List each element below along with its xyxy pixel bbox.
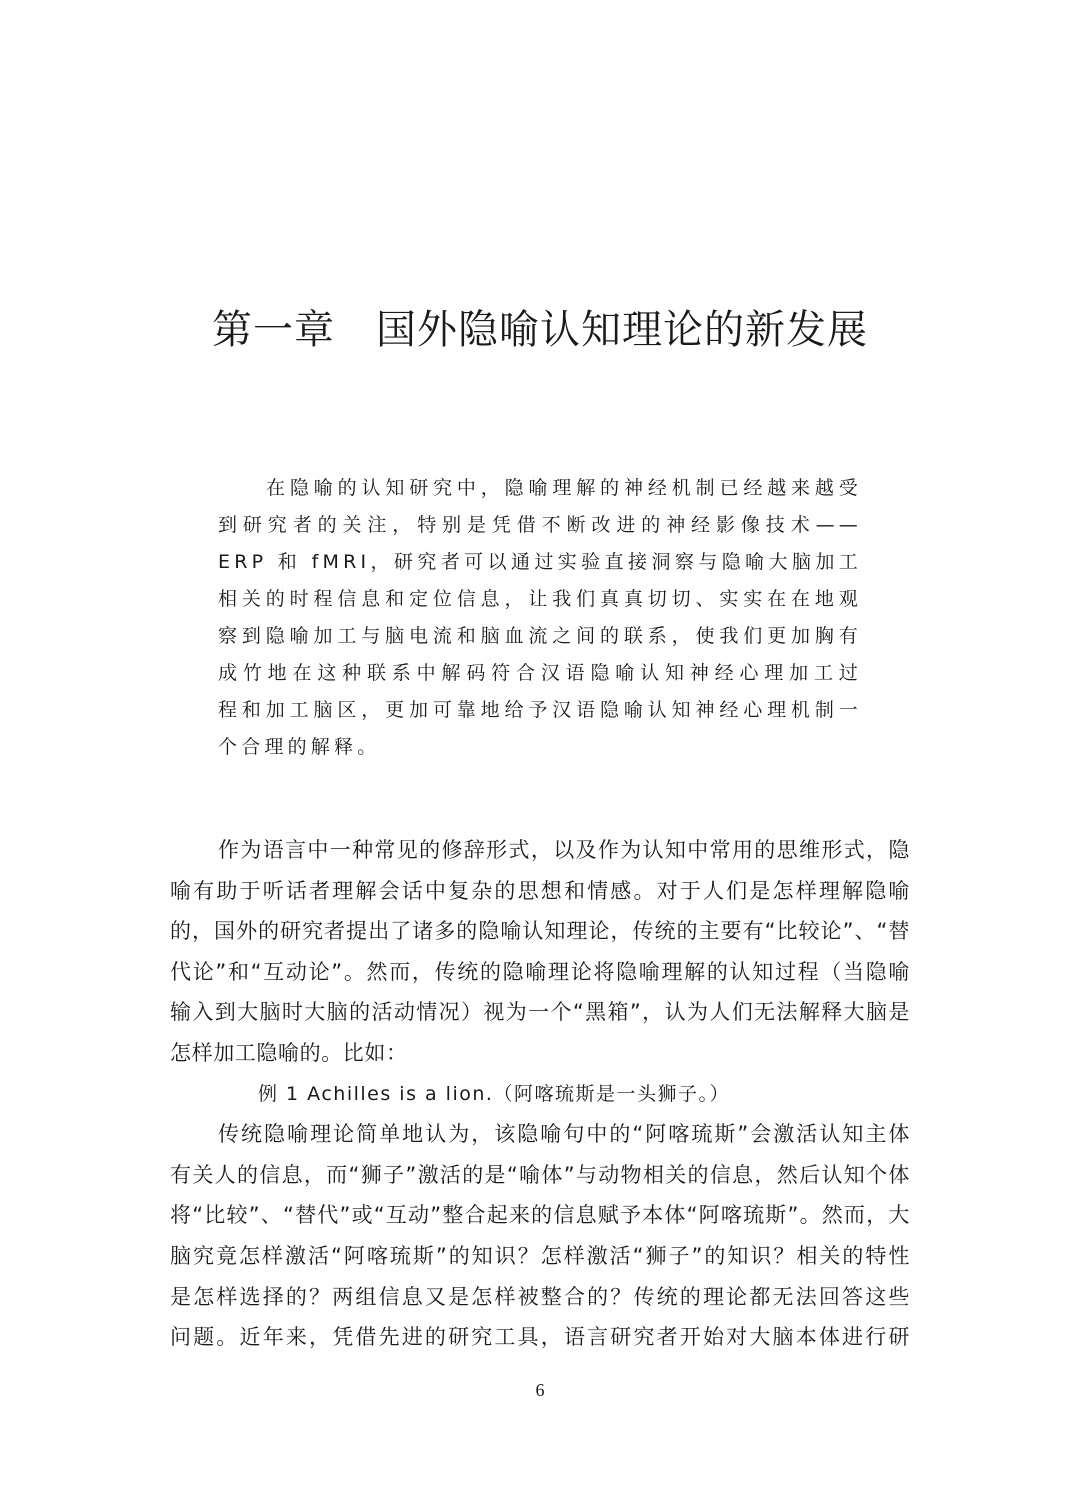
abstract-line: 相关的时程信息和定位信息，让我们真真切切、实实在在地观 xyxy=(218,588,862,610)
paragraph-2-line: 有关人的信息，而“狮子”激活的是“喻体”与动物相关的信息，然后认知个体 xyxy=(170,1162,910,1187)
abstract-line: 成竹地在这种联系中解码符合汉语隐喻认知神经心理加工过 xyxy=(218,662,862,684)
paragraph-1-line: 怎样加工隐喻的。比如： xyxy=(170,1040,408,1065)
paragraph-2-line: 传统隐喻理论简单地认为，该隐喻句中的“阿喀琉斯”会激活认知主体 xyxy=(218,1122,910,1147)
paragraph-1-line: 喻有助于听话者理解会话中复杂的思想和情感。对于人们是怎样理解隐喻 xyxy=(170,878,910,903)
abstract-line: 程和加工脑区，更加可靠地给予汉语隐喻认知神经心理机制一 xyxy=(218,699,862,721)
body-text xyxy=(170,830,910,1358)
paragraph-2-line: 是怎样选择的？两组信息又是怎样被整合的？传统的理论都无法回答这些 xyxy=(170,1284,910,1309)
abstract-line: 到研究者的关注，特别是凭借不断改进的神经影像技术—— xyxy=(218,514,862,536)
abstract-line: 个合理的解释。 xyxy=(218,736,381,758)
paragraph-2-line: 脑究竟怎样激活“阿喀琉斯”的知识？怎样激活“狮子”的知识？相关的特性 xyxy=(170,1243,910,1268)
paragraph-1-line: 输入到大脑时大脑的活动情况）视为一个“黑箱”，认为人们无法解释大脑是 xyxy=(170,1000,910,1025)
paragraph-1-line: 代论”和“互动论”。然而，传统的隐喻理论将隐喻理解的认知过程（当隐喻 xyxy=(170,959,910,984)
abstract-line: ERP 和 fMRI，研究者可以通过实验直接洞察与隐喻大脑加工 xyxy=(218,551,862,573)
abstract-line: 察到隐喻加工与脑电流和脑血流之间的联系，使我们更加胸有 xyxy=(218,625,862,647)
paragraph-2-line: 问题。近年来，凭借先进的研究工具，语言研究者开始对大脑本体进行研 xyxy=(170,1325,910,1350)
chapter-title: 第一章 国外隐喻认知理论的新发展 xyxy=(212,307,868,353)
abstract-line: 在隐喻的认知研究中，隐喻理解的神经机制已经越来越受 xyxy=(266,477,862,499)
example-sentence: 例 1 Achilles is a lion.（阿喀琉斯是一头狮子。） xyxy=(258,1082,730,1105)
page-number: 6 xyxy=(535,1380,545,1400)
paragraph-2-line: 将“比较”、“替代”或“互动”整合起来的信息赋予本体“阿喀琉斯”。然而，大 xyxy=(170,1203,910,1228)
paragraph-1-line: 的，国外的研究者提出了诸多的隐喻认知理论，传统的主要有“比较论”、“替 xyxy=(170,919,910,944)
paragraph-1-line: 作为语言中一种常见的修辞形式，以及作为认知中常用的思维形式，隐 xyxy=(218,838,910,862)
chapter-abstract xyxy=(218,470,862,766)
